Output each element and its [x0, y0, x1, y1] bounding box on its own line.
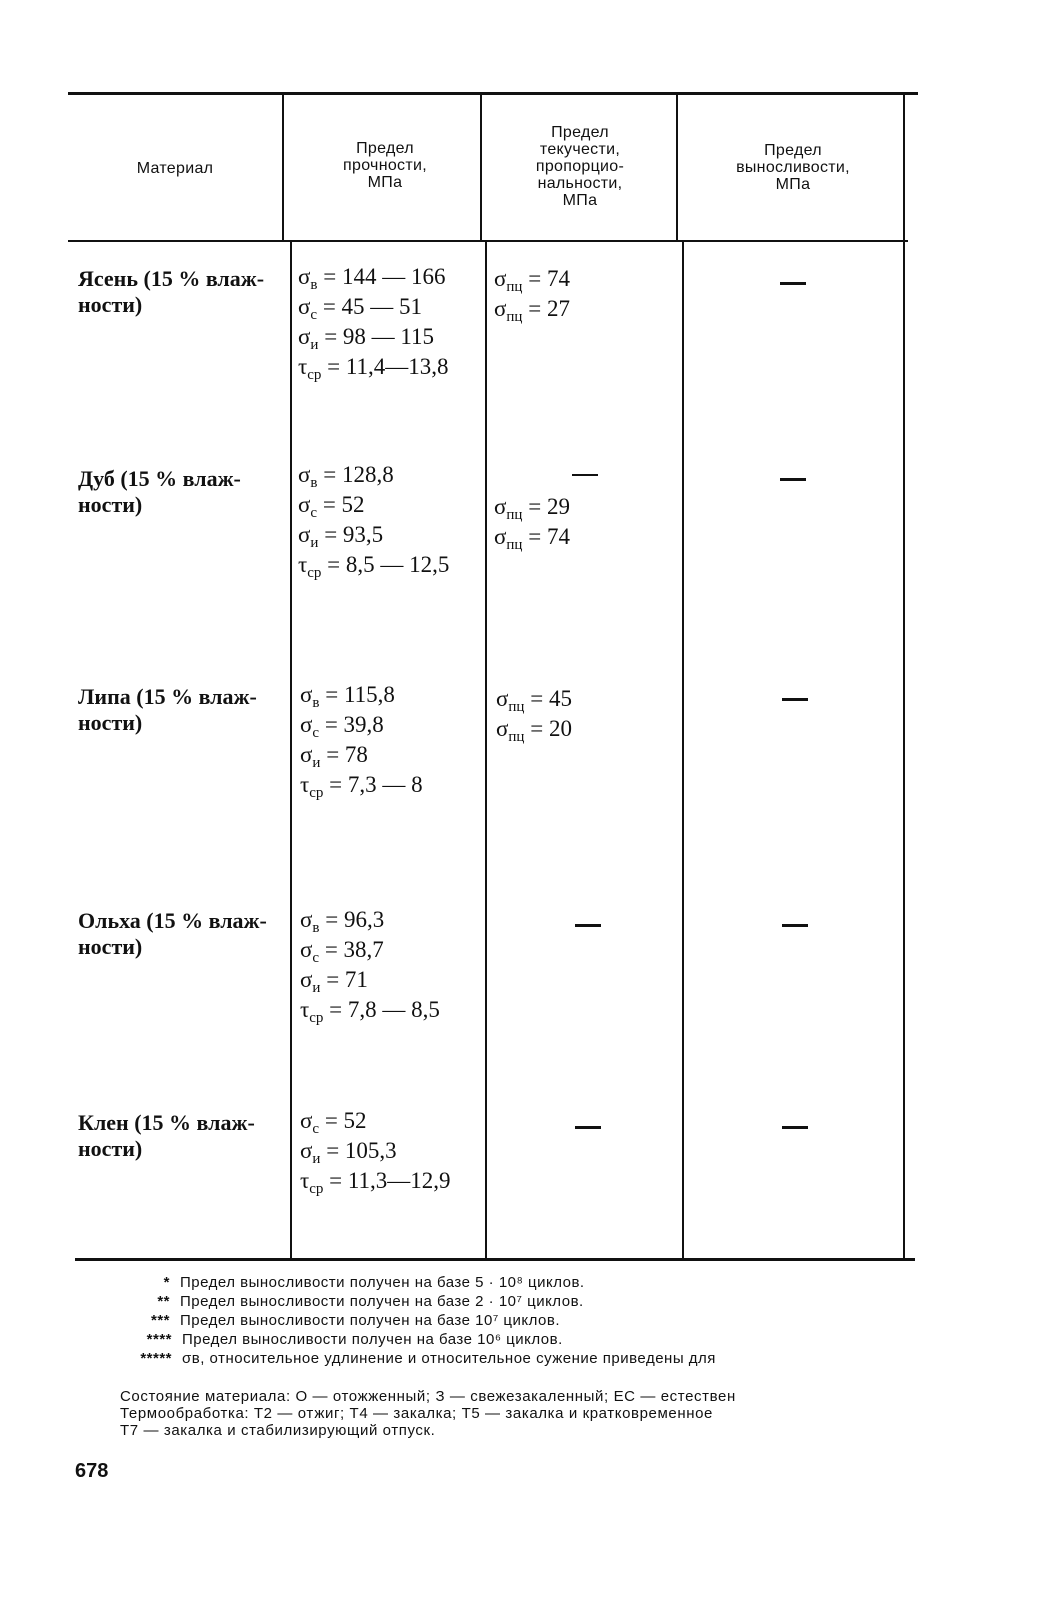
- header-strength-line: МПа: [367, 174, 403, 191]
- yield-maple-dash: [575, 1126, 601, 1129]
- material-alder: Ольха (15 % влаж- ности): [78, 908, 267, 959]
- header-endurance: [683, 142, 903, 193]
- value-line: $\tau_{ср} = 7,8$ — 8,5: [300, 997, 440, 1026]
- value-line: $\sigma_с = 45$ — 51: [298, 294, 423, 323]
- note-line: Т7 — закалка и стабилизирующий отпуск.: [120, 1422, 436, 1439]
- yield-alder-dash: [575, 924, 601, 927]
- header-strength-line: Предел: [356, 140, 414, 157]
- strength-linden: [300, 680, 423, 800]
- header-yield: [485, 124, 675, 209]
- footnote-5: ***** σв, относительное удлинение и относительное сужение приведены для: [140, 1350, 716, 1367]
- material-ash: Ясень (15 % влаж- ности): [78, 266, 265, 317]
- endurance-maple-dash: [782, 1126, 808, 1129]
- note-line: Состояние материала: О — отожженный; З — свежезакаленный; ЕС — естествен: [120, 1388, 736, 1405]
- notes-block: [120, 1388, 736, 1439]
- value-line: $\sigma_и = 78$: [300, 742, 368, 771]
- column-divider-1: [282, 95, 284, 240]
- value-line: $\sigma_в = 96,3$: [300, 907, 385, 936]
- footnote-1: * Предел выносливости получен на базе 5 · 10⁸ циклов.: [163, 1274, 585, 1291]
- column-divider-1b: [290, 242, 292, 1260]
- value-line: $\sigma_{пц} = 45$: [496, 686, 572, 715]
- value-line: $\sigma_и = 93,5$: [298, 522, 384, 551]
- value-line: $\sigma_и = 105,3$: [300, 1138, 397, 1167]
- footnote-4: **** Предел выносливости получен на базе 10⁶ циклов.: [146, 1331, 563, 1348]
- value-line: $\sigma_{пц} = 27$: [494, 296, 570, 325]
- strength-alder: [300, 905, 440, 1025]
- yield-linden: [496, 684, 572, 744]
- page-number: 678: [75, 1460, 109, 1482]
- header-endurance-line: МПа: [775, 176, 811, 193]
- value-line: $\sigma_в = 144$ — 166: [298, 264, 446, 293]
- header-strength: [290, 140, 480, 191]
- header-strength-line: прочности,: [343, 157, 427, 174]
- value-line: $\sigma_в = 115,8$: [300, 682, 395, 711]
- footnote-3: *** Предел выносливости получен на базе 10⁷ циклов.: [150, 1312, 561, 1329]
- endurance-ash-dash: [780, 282, 806, 285]
- value-line: $\sigma_с = 38,7$: [300, 937, 384, 966]
- yield-oak: [494, 492, 570, 552]
- yield-oak-dash: [572, 474, 598, 476]
- value-line: $\sigma_{пц} = 74$: [494, 266, 570, 295]
- header-yield-line: Предел: [551, 124, 609, 141]
- material-maple: Клен (15 % влаж- ности): [78, 1110, 255, 1161]
- header-endurance-line: выносливости,: [736, 159, 850, 176]
- value-line: $\sigma_{пц} = 29$: [494, 494, 570, 523]
- strength-maple: [300, 1106, 451, 1196]
- header-yield-line: нальности,: [537, 175, 623, 192]
- strength-oak: [298, 460, 449, 580]
- material-linden: Липа (15 % влаж- ности): [78, 684, 257, 735]
- header-yield-line: текучести,: [539, 141, 621, 158]
- value-line: $\sigma_в = 128,8$: [298, 462, 394, 491]
- column-divider-2b: [485, 242, 487, 1260]
- value-line: $\sigma_{пц} = 20$: [496, 716, 572, 745]
- note-line: Термообработка: Т2 — отжиг; Т4 — закалка; Т5 — закалка и кратковременное: [120, 1405, 713, 1422]
- endurance-oak-dash: [780, 478, 806, 481]
- column-divider-3b: [682, 242, 684, 1260]
- value-line: $\sigma_с = 39,8$: [300, 712, 384, 741]
- header-endurance-line: Предел: [764, 142, 822, 159]
- value-line: $\sigma_с = 52$: [298, 492, 365, 521]
- value-line: $\tau_{ср}$ = 11,4—13,8: [298, 354, 449, 383]
- table-right-border: [903, 95, 905, 1260]
- header-bottom-rule: [68, 240, 908, 242]
- material-oak: Дуб (15 % влаж- ности): [78, 466, 241, 517]
- column-divider-2: [480, 95, 482, 240]
- value-line: $\tau_{ср} = 8,5$ — 12,5: [298, 552, 450, 581]
- value-line: $\tau_{ср} = 7,3$ — 8: [300, 772, 423, 801]
- header-yield-line: МПа: [562, 192, 598, 209]
- value-line: $\tau_{ср}$ = 11,3—12,9: [300, 1168, 451, 1197]
- table-bottom-rule: [75, 1258, 915, 1261]
- yield-ash: [494, 264, 570, 324]
- value-line: $\sigma_{пц} = 74$: [494, 524, 570, 553]
- endurance-alder-dash: [782, 924, 808, 927]
- value-line: $\sigma_и = 71$: [300, 967, 368, 996]
- table-top-rule: [68, 92, 918, 95]
- strength-ash: [298, 262, 449, 382]
- header-material: Материал: [136, 160, 214, 177]
- footnote-2: ** Предел выносливости получен на базе 2 · 10⁷ циклов.: [157, 1293, 584, 1310]
- header-yield-line: пропорцио-: [535, 158, 625, 175]
- value-line: $\sigma_с = 52$: [300, 1108, 367, 1137]
- endurance-linden-dash: [782, 698, 808, 701]
- column-divider-3: [676, 95, 678, 240]
- value-line: $\sigma_и = 98$ — 115: [298, 324, 435, 353]
